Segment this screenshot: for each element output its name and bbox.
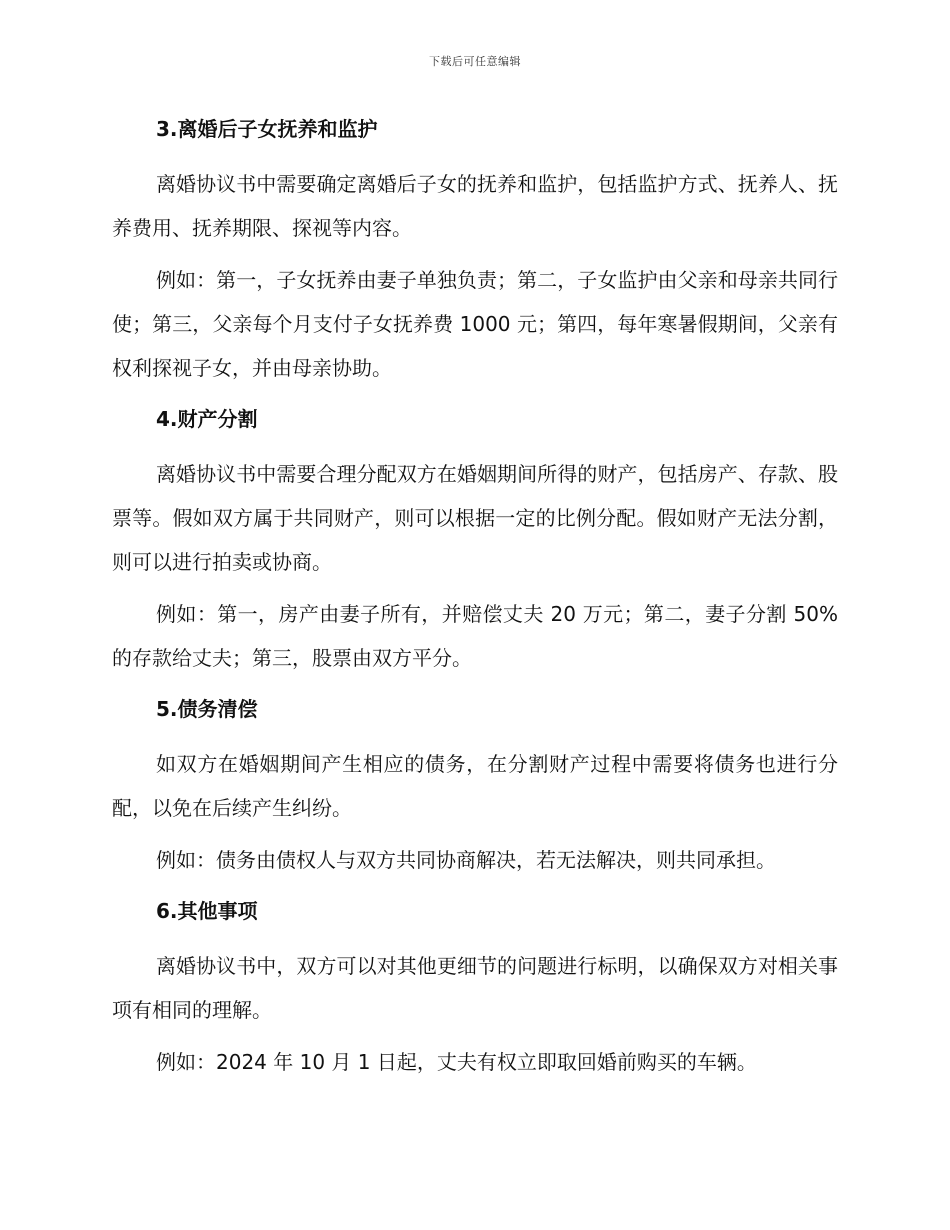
- paragraph: 例如：第一，房产由妻子所有，并赔偿丈夫 20 万元；第二，妻子分割 50%的存款给丈夫；第三，股票由双方平分。: [112, 602, 838, 670]
- paragraph: 例如：2024 年 10 月 1 日起，丈夫有权立即取回婚前购买的车辆。: [156, 1050, 757, 1074]
- paragraph: 离婚协议书中需要合理分配双方在婚姻期间所得的财产，包括房产、存款、股票等。假如双方属于共同财产，则可以根据一定的比例分配。假如财产无法分割，则可以进行拍卖或协商。: [112, 462, 838, 574]
- paragraph: 离婚协议书中需要确定离婚后子女的抚养和监护，包括监护方式、抚养人、抚养费用、抚养期限、探视等内容。: [112, 172, 838, 240]
- section-heading-property: 4.财产分割: [156, 407, 258, 431]
- paragraph: 离婚协议书中，双方可以对其他更细节的问题进行标明，以确保双方对相关事项有相同的理解。: [112, 954, 838, 1022]
- page-header: 下载后可任意编辑: [429, 55, 521, 68]
- section-heading-other: 6.其他事项: [156, 899, 258, 923]
- document-body: [112, 108, 838, 1092]
- section-heading-custody: 3.离婚后子女抚养和监护: [156, 117, 378, 141]
- paragraph: 如双方在婚姻期间产生相应的债务，在分割财产过程中需要将债务也进行分配，以免在后续产生纠纷。: [112, 752, 838, 820]
- section-heading-debt: 5.债务清偿: [156, 697, 258, 721]
- paragraph: 例如：债务由债权人与双方共同协商解决，若无法解决，则共同承担。: [156, 848, 776, 872]
- paragraph: 例如：第一，子女抚养由妻子单独负责；第二，子女监护由父亲和母亲共同行使；第三，父亲每个月支付子女抚养费 1000 元；第四，每年寒暑假期间，父亲有权利探视子女，并由母亲协助。: [112, 268, 838, 380]
